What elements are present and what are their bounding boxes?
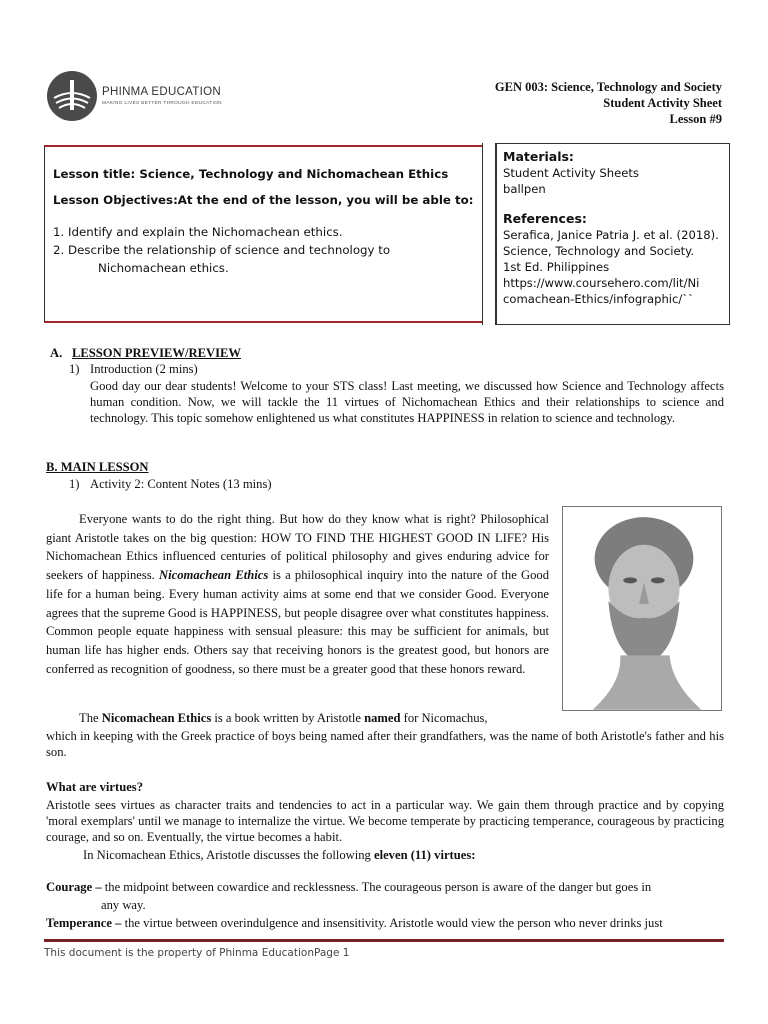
brand-tagline: MAKING LIVES BETTER THROUGH EDUCATION xyxy=(102,101,222,106)
item-number: 1) xyxy=(69,477,80,491)
aristotle-bust-image xyxy=(562,506,722,711)
objective-1: 1. Identify and explain the Nichomachean ethics. xyxy=(53,225,343,239)
section-a-heading: LESSON PREVIEW/REVIEW xyxy=(72,346,242,360)
reference-line: 1st Ed. Philippines xyxy=(503,260,610,274)
virtue-definition: the virtue between overindulgence and insensitivity. Aristotle would view the person who never drinks just xyxy=(121,916,663,930)
objective-2-cont: Nichomachean ethics. xyxy=(98,261,229,275)
para-emphasis: Nicomachean Ethics xyxy=(101,711,212,725)
virtue-definition: the midpoint between cowardice and recklessness. The courageous person is aware of the danger but goes in xyxy=(101,880,652,894)
para-text: In Nicomachean Ethics, Aristotle discusses the following xyxy=(83,848,374,862)
para-text: is a philosophical inquiry into the nature of the Good life for a human being. Every human activity aims at some end that we consider Good. Everyone agrees that the supreme Good is HAPPINESS, but people disagree over what constitutes happiness. Common people equate happiness with sensual pleasure: this may be sufficient for animals, but human life has higher ends. Others say that receiving honors is the greatest good, but honors are conferred as recognition of goodness, so there must be a greater good that these honors reward. xyxy=(46,568,549,676)
lesson-number: Lesson #9 xyxy=(669,112,722,126)
intro-paragraph: Good day our dear students! Welcome to your STS class! Last meeting, we discussed how Science and Technology affects human condition. Now, we will tackle the 11 virtues of Nichomachean Ethics and their relationships to science and technology. This topic somehow enlightened us what constitutes HAPPINESS in relation to science and technology. xyxy=(90,379,724,425)
virtue-temperance xyxy=(46,915,663,931)
virtue-courage xyxy=(46,879,651,895)
virtue-courage-cont: any way. xyxy=(101,898,146,912)
lesson-box xyxy=(44,145,482,323)
para-text: for Nicomachus, xyxy=(400,711,488,725)
intro-item: Introduction (2 mins) xyxy=(90,362,198,376)
virtue-term: Temperance – xyxy=(46,916,122,930)
para-emphasis: named xyxy=(364,711,401,725)
materials-box xyxy=(496,143,730,325)
virtue-term: Courage – xyxy=(46,880,102,894)
lesson-title: Lesson title: Science, Technology and Nichomachean Ethics xyxy=(53,167,449,181)
header-info xyxy=(495,79,722,127)
references-heading: References: xyxy=(503,211,587,226)
eleven-virtues-line xyxy=(83,847,475,863)
para-text: is a book written by Aristotle xyxy=(211,711,365,725)
materials-heading: Materials: xyxy=(503,149,574,164)
phinma-logo-icon xyxy=(46,70,98,122)
reference-link: https://www.coursehero.com/lit/Ni xyxy=(503,276,700,290)
brand-name: PHINMA EDUCATION xyxy=(102,86,221,98)
para-text: Everyone wants to do the right thing. But how do they know what is right? Philosophical giant Aristotle takes on the big question: HOW TO FIND THE HIGHEST GOOD IN LIFE? His Nichomachean Ethics influenced centuries of political philosophy and gives enduring advice for seekers of happiness. xyxy=(46,512,549,583)
course-title: GEN 003: Science, Technology and Society xyxy=(494,80,722,94)
main-paragraph-1 xyxy=(46,510,549,678)
objective-2: 2. Describe the relationship of science and technology to xyxy=(53,243,391,257)
para-emphasis: Nicomachean Ethics xyxy=(159,568,269,583)
reference-line: Science, Technology and Society. xyxy=(503,244,695,258)
para-emphasis: eleven (11) virtues: xyxy=(374,848,476,862)
main-paragraph-2-rest: which in keeping with the Greek practice of boys being named after their grandfathers, was the name of both Aristotle's father and his son. xyxy=(46,729,724,759)
box-separator xyxy=(482,143,496,325)
material-item: Student Activity Sheets xyxy=(503,166,639,180)
sheet-title: Student Activity Sheet xyxy=(603,96,722,110)
material-item: ballpen xyxy=(503,182,546,196)
section-a-letter: A. xyxy=(50,346,63,360)
reference-line: Serafica, Janice Patria J. et al. (2018). xyxy=(503,228,719,242)
para-text: The xyxy=(79,711,102,725)
footer-rule xyxy=(44,939,724,942)
virtues-heading: What are virtues? xyxy=(46,780,144,794)
item-number: 1) xyxy=(69,362,80,376)
activity-item: Activity 2: Content Notes (13 mins) xyxy=(90,477,272,491)
section-b-heading: B. MAIN LESSON xyxy=(46,460,149,474)
reference-link: comachean-Ethics/infographic/`` xyxy=(503,292,694,306)
footer-text: This document is the property of Phinma EducationPage 1 xyxy=(44,947,350,959)
lesson-objectives: Lesson Objectives:At the end of the lesson, you will be able to: xyxy=(53,193,474,207)
virtues-paragraph: Aristotle sees virtues as character traits and tendencies to act in a particular way. We gain them through practice and by copying 'moral exemplars' until we manage to internalize the virtue. We become temperate by practicing temperance, courageous by practicing courage, and so on. Eventually, the virtue becomes a habit. xyxy=(46,798,724,844)
main-paragraph-2-line1 xyxy=(79,710,488,726)
